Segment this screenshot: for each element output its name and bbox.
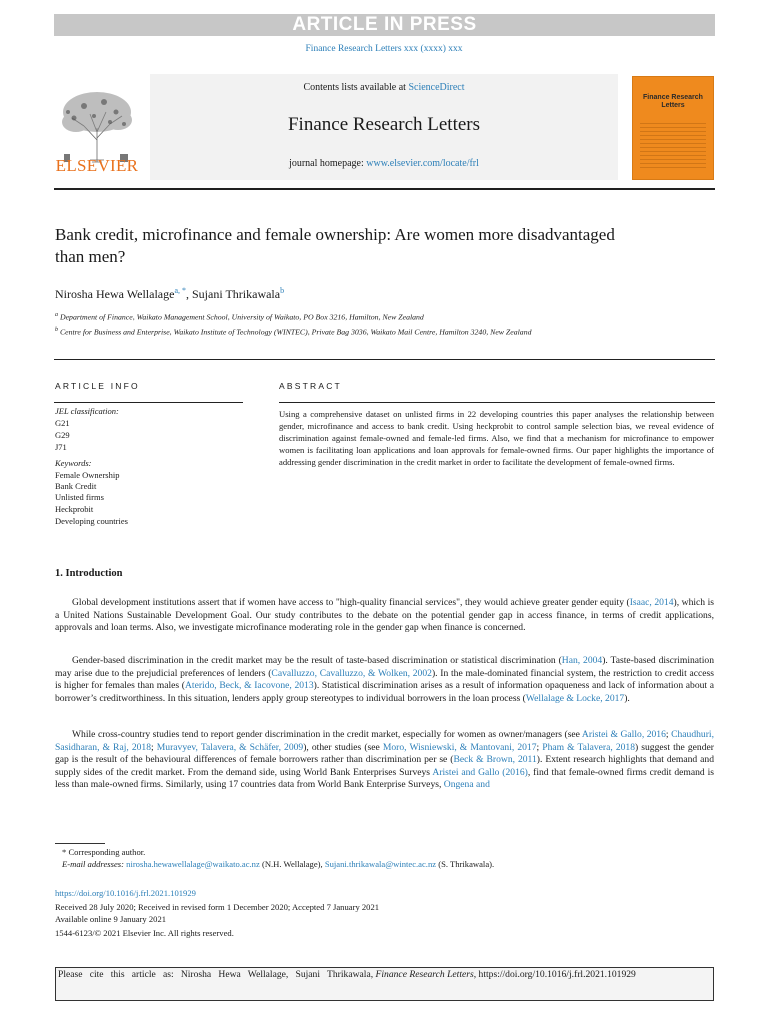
- article-info-heading: ARTICLE INFO: [55, 381, 140, 391]
- copyright-line: 1544-6123/© 2021 Elsevier Inc. All rights reserved.: [55, 928, 234, 938]
- contents-lists-line: Contents lists available at ScienceDirect: [303, 82, 465, 93]
- abstract-rule: [279, 402, 715, 403]
- affiliation-a: $^a$ Department of Finance, Waikato Management School, University of Waikato, PO Box 3216, Hamilton, New Zealand: [55, 312, 424, 322]
- email-link[interactable]: Sujani.thrikawala@wintec.ac.nz: [324, 859, 437, 869]
- article-in-press-banner: ARTICLE IN PRESS: [54, 14, 715, 36]
- citation-link[interactable]: Muravyev, Talavera, & Schäfer, 2009: [156, 741, 304, 753]
- intro-paragraph-1: Global development institutions assert that if women have access to "high-quality financial services", they would achieve greater gender equity (Isaac, 2014), which is a United Nations Sustainable Development Goal. Our study contributes to the debate on the potential gender gap in access finance, in terms of credit applications, approvals and loan terms. Also, we investigate microfinance moderating role in the gender gap when finance is concerned.: [55, 597, 714, 633]
- keyword: Bank Credit: [55, 481, 97, 491]
- author-name: Nirosha Hewa Wellalage: [55, 287, 175, 301]
- citation-link[interactable]: Aristei and Gallo (2016): [432, 766, 528, 778]
- citation-link[interactable]: Pham & Talavera, 2018: [542, 741, 636, 753]
- citation-link[interactable]: Wellalage & Locke, 2017: [525, 692, 625, 704]
- jel-label: JEL classification:: [55, 406, 119, 416]
- citation-link[interactable]: Beck & Brown, 2011: [453, 754, 537, 765]
- footnote-rule: [55, 843, 105, 844]
- journal-name: Finance Research Letters: [287, 114, 481, 135]
- author-affiliation-mark[interactable]: b: [280, 286, 285, 295]
- citation-link[interactable]: Han, 2004: [561, 655, 603, 666]
- available-online-date: Available online 9 January 2021: [55, 914, 167, 924]
- header-rule: [54, 188, 715, 190]
- cover-text-lines: [640, 120, 706, 170]
- sciencedirect-link[interactable]: ScienceDirect: [408, 82, 465, 93]
- keywords-label: Keywords:: [55, 458, 92, 468]
- keyword: Unlisted firms: [55, 492, 104, 502]
- publisher-wordmark: ELSEVIER: [55, 156, 139, 175]
- corresponding-author-note: * Corresponding author.: [62, 847, 146, 857]
- email-line: E-mail addresses: nirosha.hewawellalage@waikato.ac.nz (N.H. Wellalage), Sujani.thrikawala@wintec.ac.nz (S. Thrikawala).: [62, 859, 495, 869]
- article-info-rule: [54, 402, 243, 403]
- keyword: Developing countries: [55, 516, 128, 526]
- citation-text: Please cite this article as: Nirosha Hewa Wellalage, Sujani Thrikawala, Finance Research Letters, https://doi.org/10.1016/j.frl.2021.101929: [58, 969, 636, 980]
- jel-code: J71: [55, 442, 67, 452]
- intro-paragraph-2: Gender-based discrimination in the credit market may be the result of taste-based discrimination or statistical discrimination (Han, 2004). Taste-based discrimination may arise due to the prejudicial preferences of lenders (Cavalluzzo, Cavalluzzo, & Wolken, 2002). In the male-dominated financial system, the restriction to credit access is higher for females than males (Aterido, Beck, & Iacovone, 2013). Statistical discrimination arises as a result of information opaqueness and lack of information about a borrower’s creditworthiness. In this situation, lenders apply group stereotypes to individual borrowers in the loan process (Wellalage & Locke, 2017).: [55, 655, 715, 704]
- intro-paragraph-3: While cross-country studies tend to report gender discrimination in the credit market, especially for women as owner/managers (see Aristei & Gallo, 2016; Chaudhuri, Sasidharan, & Raj, 2018; Muravyev, Talavera, & Schäfer, 2009), other studies (see Moro, Wisniewski, & Mantovani, 2017; Pham & Talavera, 2018) suggest the gender gap is the result of the behavioural differences of female borrowers rather than discrimination per se (Beck & Brown, 2011). Extent research highlights that demand and supply sides of the credit market. From the demand side, using World Bank Enterprises Surveys Aristei and Gallo (2016), find that female-owned firms credit demand is less than male-owned firms. Similarly, using 17 countries data from World Bank Enterprise Surveys, Ongena and: [55, 729, 714, 790]
- doi-link[interactable]: https://doi.org/10.1016/j.frl.2021.101929: [55, 888, 196, 898]
- author-name: Sujani Thrikawala: [192, 287, 281, 301]
- jel-code: G21: [55, 418, 70, 428]
- citation-link[interactable]: Moro, Wisniewski, & Mantovani, 2017: [382, 741, 537, 753]
- journal-homepage-link[interactable]: www.elsevier.com/locate/frl: [366, 158, 479, 169]
- keyword: Heckprobit: [55, 504, 94, 514]
- journal-homepage-line: journal homepage: www.elsevier.com/locate/frl: [289, 158, 479, 169]
- citation-link[interactable]: Ongena and: [443, 779, 490, 790]
- author-line: Nirosha Hewa Wellalage$^{a, *}$, Sujani Thrikawala$^b$: [55, 286, 285, 301]
- email-link[interactable]: nirosha.hewawellalage@waikato.ac.nz: [126, 859, 260, 869]
- affiliation-rule: [54, 359, 715, 360]
- article-title: Bank credit, microfinance and female ownership: Are women more disadvantaged than men?: [55, 225, 615, 266]
- affiliation-b: $^b$ Centre for Business and Enterprise, Waikato Institute of Technology (WINTEC), Private Bag 3036, Waikato Mail Centre, Hamilton 3240, New Zealand: [55, 327, 532, 337]
- section-heading-introduction: 1. Introduction: [55, 568, 123, 579]
- received-dates: Received 28 July 2020; Received in revised form 1 December 2020; Accepted 7 January 2021: [55, 902, 380, 912]
- keyword: Female Ownership: [55, 470, 120, 480]
- citation-link[interactable]: Chaudhuri, Sasidharan, & Raj, 2018: [55, 729, 714, 753]
- cover-title: Finance Research Letters: [643, 94, 703, 109]
- issue-reference[interactable]: Finance Research Letters xxx (xxxx) xxx: [305, 44, 463, 54]
- author-affiliation-mark[interactable]: a, *: [174, 286, 186, 295]
- citation-link[interactable]: Aterido, Beck, & Iacovone, 2013: [184, 680, 314, 691]
- jel-code: G29: [55, 430, 70, 440]
- citation-link[interactable]: Cavalluzzo, Cavalluzzo, & Wolken, 2002: [271, 667, 432, 679]
- abstract-heading: ABSTRACT: [279, 381, 342, 391]
- abstract-text: Using a comprehensive dataset on unlisted firms in 22 developing countries this paper analyses the relationship between gender, microfinance and access to bank credit. Using heckprobit to control sample selection bias, we reveal evidence of discrimination against female-owned and female-led firms. Also, we find that a mechanism for microfinance to empower women is facilitating loan applications and loan approvals for female-owned firms. Our paper highlights the importance of addressing gender discrimination in the credit market in order to facilitate the development of female-owned firms.: [279, 409, 714, 467]
- citation-link[interactable]: Isaac, 2014: [629, 597, 674, 608]
- citation-link[interactable]: Aristei & Gallo, 2016: [581, 729, 666, 740]
